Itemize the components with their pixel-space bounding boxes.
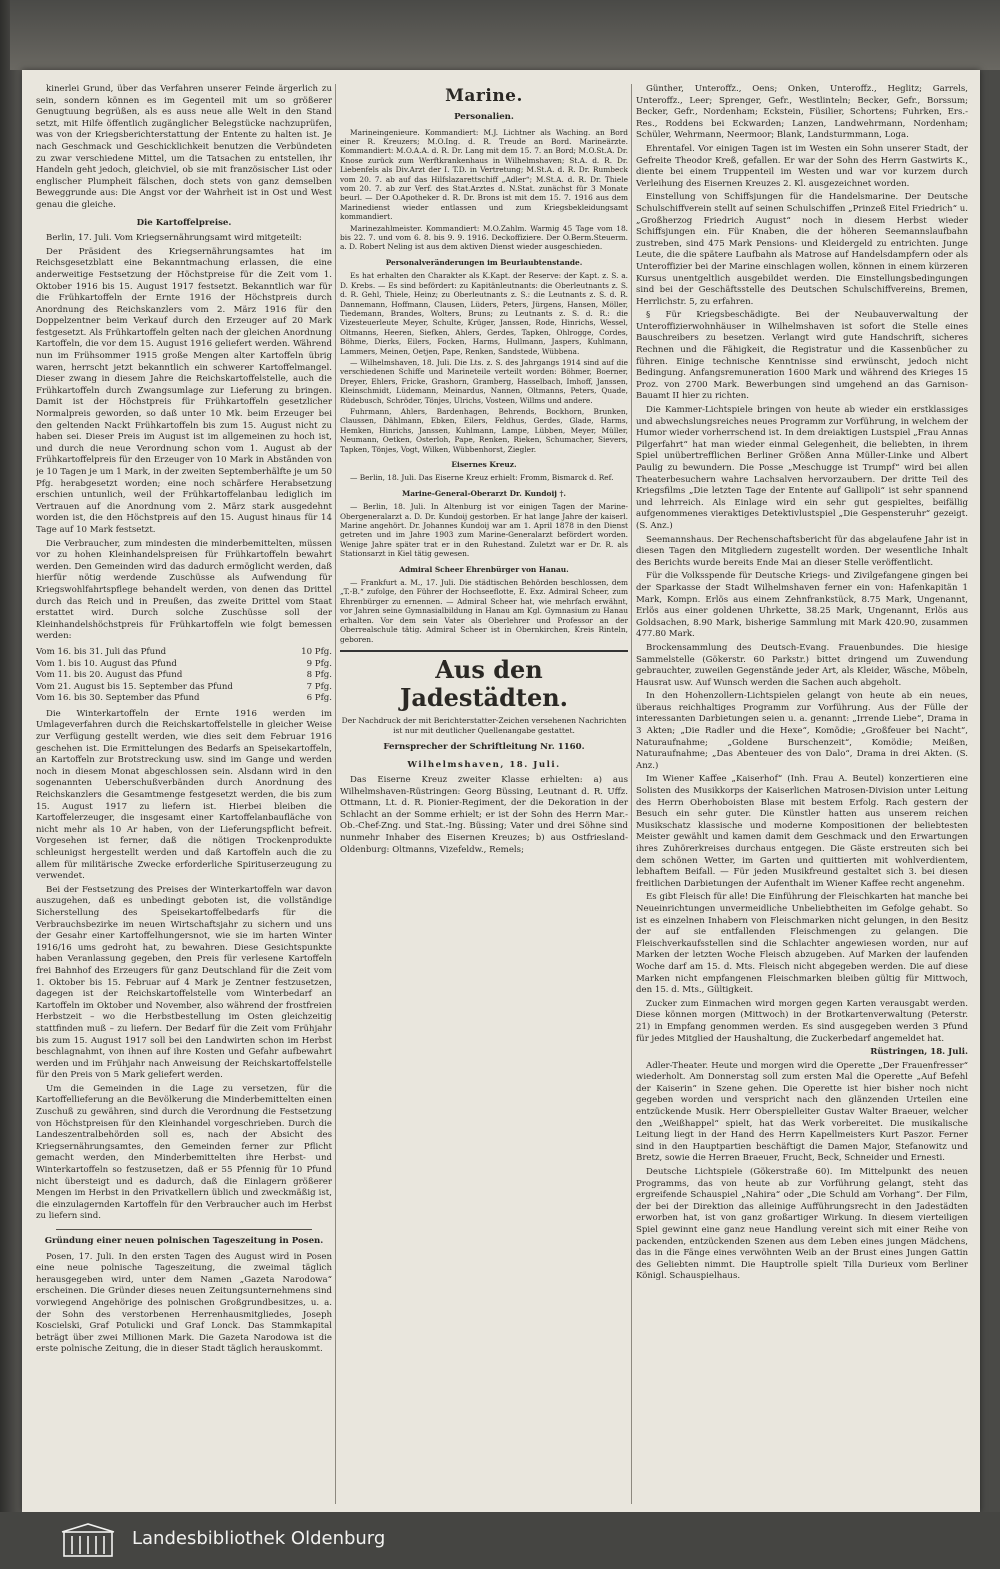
article-paragraph: Die Kammer-Lichtspiele bringen von heute ab wieder ein erstklassiges und abwechslungsreiches neues Programm zur Vorführung, in welchem der Humor wieder vorherrschend ist. In dem dreiaktigen Lustspiel „Frau Annas Pilgerfahrt“ hat man wieder einmal Gelegenheit, die beliebten, in ihrem Spiel unübertrefflichen Berliner Größen Anna Müller-Linke und Albert Paulig zu bewundern. Die Posse „Meschugge ist Trumpf“ wird bei allen Theaterbesuchern wahre Lachsalven hervorzaubern. Der dritte Teil des Kriegsfilms „Die letzten Tage der Entente auf Gallipoli“ ist sehr spannend und lehrreich. Als Einlage wird ein sehr gut gespieltes, beifällig aufgenommenes vieraktiges Detektivlustspiel „Die Gespensteruhr“ gezeigt. (S. Anz.) (636, 405, 968, 531)
article-paragraph: Für die Volksspende für Deutsche Kriegs- und Zivilgefangene gingen bei der Sparkasse der Stadt Wilhelmshaven ferner ein von: Hafenkapitän 1 Mark, Kompn. Erlös aus einem Zehnfrankstück, 8.75 Mark, Ungenannt, Erlös aus einer goldenen Uhrkette, 38.25 Mark, Ungenannt, Erlös aus Goldsachen, 8.90 Mark, bisherige Sammlung mit Mark 420.90, zusammen 477.80 Mark. (636, 571, 968, 640)
column-right (636, 84, 968, 1504)
price-row (36, 659, 332, 671)
price-row (36, 670, 332, 682)
article-paragraph: Posen, 17. Juli. In den ersten Tagen des August wird in Posen eine neue polnische Tageszeitung, die zweimal täglich herausgegeben wird, unter dem Namen „Gazeta Narodowa“ erscheinen. Die Gründer dieses neuen Zeitungsunternehmens sind vorwiegend Angehörige des polnischen Großgrundbesitzes, u. a. der Sohn des verstorbenen Herrenhausmitgliedes, Joseph Koscielski, Graf Potulicki und Graf Lonck. Das Stammkapital beträgt über zwei Millionen Mark. Die Gazeta Narodowa ist die erste polnische Zeitung, die in dieser Stadt täglich herauskommt. (36, 1251, 332, 1355)
article-paragraph: Marinezahlmeister. Kommandiert: M.O.Zahlm. Warmig 45 Tage vom 18. bis 22. 7. und vom 6. 8. bis 9. 9. 1916. Deckoffiziere. Der O.Berm.Steuerm. a. D. Robert Neling ist aus dem aktiven Dienst wieder ausgeschieden. (340, 223, 628, 252)
subheading-personalveraenderungen: Personalveränderungen im Beurlaubtenstande. (385, 257, 583, 267)
article-intro-paragraph: kinerlei Grund, über das Verfahren unserer Feinde ärgerlich zu sein, sondern können es im Gegenteil mit um so größerer Genugtuung begrüßen, als es auss neue alle Welt in den Stand setzt, mit Hilfe öffentlich zugänglicher Belegstücke nachzuprüfen, was von der Kriegsberichterstattung der Entente zu halten ist. Je nach Geschmack und Geschicklichkeit benutzen die Verbündeten zu zwar verschiedene Mittel, um die Tatsachen zu entstellen, ihr Handeln geht jedoch, gleichviel, ob sie mit französischer List oder englischer Plumpheit fälschen, doch stets von ganz demselben Beweggrunde aus: Die Angst vor der Wahrheit ist in Ost und West genau die gleiche. (36, 84, 332, 210)
price-value: 9 Pfg. (306, 658, 332, 669)
article-paragraph: In den Hohenzollern-Lichtspielen gelangt von heute ab ein neues, überaus reichhaltiges Programm zur Vorführung. Aus der Fülle der interessanten Darbietungen seien u. a. genannt: „Irrende Liebe“, Drama in 3 Akten; „Die Radler und die Hexe“, Komödie; „Großfeuer bei Nacht“, Naturaufnahme; „Goldene Burschenzeit“, Komödie; Meißen, Naturaufnahme; „Das Abenteuer des von Dalo“, Drama in drei Akten. (S. Anz.) (636, 691, 968, 771)
article-paragraph: Einstellung von Schiffsjungen für die Handelsmarine. Der Deutsche Schulschiffverein stellt auf seinen Schulschiffen „Prinzeß Eitel Friedrich“ u. „Großherzog Friedrich August“ noch in diesem Herbst wieder Schiffsjungen ein. Für Knaben, die der höheren Seemannslaufbahn zustreben, sind 475 Mark Pensions- und Kleidergeld zu entrichten. Junge Leute, die die spätere Laufbahn als Matrose auf Handelsdampfern oder als Unteroffizier bei der Marine einschlagen wollen, können in einem kürzeren Kursus unentgeltlich ausgebildet werden. Die Einstellungsbedingungen sind bei der Geschäftsstelle des Deutschen Schulschiffvereins, Bremen, Herrlichstr. 5, zu erfahren. (636, 192, 968, 307)
newspaper-page (22, 70, 980, 1512)
article-paragraph: Die Verbraucher, zum mindesten die minderbemittelten, müssen vor zu hohen Kleinhandelspreisen für Frühkartoffeln bewahrt werden. Den Gemeinden wird das dadurch ermöglicht werden, daß hierfür nötig werdende Zuschüsse als Aufwendung für Kriegswohlfahrtspflege behandelt werden, von denen das Drittel durch das Reich und in Preußen, das zweite Drittel vom Staat erstattet wird. Durch solche Zuschüsse soll der Kleinhandelshöchstpreis für Frühkartoffeln wie folgt bemessen werden: (36, 538, 332, 642)
subheading-personalien: Personalien. (454, 112, 514, 122)
price-value: 8 Pfg. (306, 670, 332, 681)
price-period: Vom 16. bis 30. September das Pfund (36, 693, 200, 704)
subheading-admiral-scheer: Admiral Scheer Ehrenbürger von Hanau. (399, 564, 569, 574)
article-paragraph: Ehrentafel. Vor einigen Tagen ist im Westen ein Sohn unserer Stadt, der Gefreite Theodor Kreß, gefallen. Er war der Sohn des Herrn Gastwirts K., diente bei einem Truppenteil im Westen und war vor kurzem durch Verleihung des Eisernen Kreuzes 2. Kl. ausgezeichnet worden. (636, 143, 968, 189)
column-divider (631, 84, 632, 1504)
article-paragraph: — Frankfurt a. M., 17. Juli. Die städtischen Behörden beschlossen, dem „T.-B.“ zufolge, den Führer der Hochseeflotte, E. Exz. Admiral Scheer, zum Ehrenbürger zu ernennen. — Admiral Scheer hat, wie mehrfach erwähnt, vor Jahren seine Gymnasialbildung in Hanau am Kgl. Gymnasium zu Hanau erhalten. Vor dem sein Vater als Oberlehrer und Professor an der Oberrealschule tätig. Admiral Scheer ist in Obernkirchen, Kreis Rinteln, geboren. (340, 578, 628, 644)
article-paragraph: Es gibt Fleisch für alle! Die Einführung der Fleischkarten hat manche bei Neueinrichtungen unvermeidliche Unbeliebtheiten im Gefolge gehabt. So ist es einzelnen Inhabern von Fleischmarken nicht gelungen, in den Besitz der auf sie entfallenden Fleischmengen zu gelangen. Die Fleischverkaufsstellen sind die Schlachter angewiesen worden, nur auf Marken der letzten Woche Fleisch abzugeben. Auf Marken der laufenden Woche darf am 15. d. Mts. Fleisch nicht abgegeben werden. Die auf diese Marken nicht empfangenen Fleischmarken bleiben gültig für Mittwoch, den 15. d. Mts., Gültigkeit. (636, 892, 968, 996)
article-paragraph: Die Winterkartoffeln der Ernte 1916 werden im Umlageverfahren durch die Reichskartoffelstelle in gleicher Weise zur Verfügung gestellt werden, wie dies seit dem Februar 1916 geschehen ist. Die Ermittelungen des Bedarfs an Speisekartoffeln, an Kartoffeln zur Brotstreckung usw. sind im Gange und werden noch in diesem Monat abgeschlossen sein. Alsdann wird in den sogenannten Ueberschußverbänden durch Anordnung des Reichskanzlers die Gesamtmenge festgesetzt werden, die bis zum 15. August 1917 zu liefern ist. Hierbei bleiben die Kartoffelerzeuger, die insgesamt einer Kartoffelanbaufläche von nicht mehr als 10 Ar haben, von der Lieferungspflicht befreit. Vorgesehen ist ferner, daß die nötigen Trockenprodukte schleunigst hergestellt werden und daß Kartoffeln auch die zu allem für militärische Zwecke erforderliche Spirituserzeugung zu verwendet. (36, 708, 332, 882)
dateline-ruestringen: Rüstringen, 18. Juli. (870, 1047, 968, 1058)
article-paragraph: Adler-Theater. Heute und morgen wird die Operette „Der Frauenfresser“ wiederholt. Am Donnerstag soll zum ersten Mal die Operette „Auf Befehl der Kaiserin“ in Szene gehen. Die Operette ist hier bisher noch nicht gegeben worden und verspricht nach den glänzenden Urteilen eine entzückende Musik. Herr Oberspielleiter Gustav Walter Braeuer, welcher den „Weißhappel“ spielt, hat das Werk vorbereitet. Die musikalische Leitung liegt in der Hand des Herrn Kapellmeisters Kurt Paszor. Ferner sind in den Hauptpartien beschäftigt die Damen Major, Stefanowitz und Bretz, sowie die Herren Braeuer, Frucht, Beck, Schneider und Ernesti. (636, 1060, 968, 1164)
article-paragraph: — Berlin, 18. Juli. Das Eiserne Kreuz erhielt: Fromm, Bismarck d. Ref. (350, 473, 614, 483)
column-left (36, 84, 332, 1504)
article-paragraph: Günther, Unteroffz., Oens; Onken, Unteroffz., Heglitz; Garrels, Unteroffz., Leer; Sprenger, Gefr., Westlinteln; Becker, Gefr., Borssum; Becker, Gefr., Nordenham; Eckstein, Füsilier, Schortens; Fuhrken, Ers.-Res., Roddens bei Eckwarden; Lanzen, Landwehrmann, Nordenham; Schüler, Wehrmann, Neermoor; Blank, Landsturmmann, Loga. (636, 84, 968, 141)
article-paragraph: — Berlin, 18. Juli. In Altenburg ist vor einigen Tagen der Marine-Obergeneralarzt a. D. Dr. Kundoij gestorben. Er hat lange Jahre der kaiserl. Marine angehört. Dr. Johannes Kundoij war am 1. April 1878 in den Dienst getreten und im Jahre 1903 zum Marine-Generalarzt befördert worden. Wenige Jahre später trat er in den Ruhestand. Zuletzt war er Dr. R. als Stationsarzt in Kiel tätig gewesen. (340, 502, 628, 559)
dateline: Wilhelmshaven, 18. Juli. (407, 759, 561, 770)
price-value: 6 Pfg. (306, 693, 332, 704)
price-row (36, 682, 332, 694)
page-top-edge (10, 0, 1000, 70)
heading-marine: Marine. (445, 86, 523, 106)
price-period: Vom 16. bis 31. Juli das Pfund (36, 646, 167, 657)
column-middle (340, 84, 628, 1504)
binding-edge (0, 0, 22, 1569)
article-paragraph: Fuhrmann, Ahlers, Bardenhagen, Behrends, Bockhorn, Brunken, Claussen, Dählmann, Ebken, Eilers, Feldhus, Gerdes, Glade, Harms, Hemken, Hinrichs, Janssen, Kuhlmann, Lampe, Lübben, Meyer, Müller, Neumann, Oetken, Osterloh, Pape, Renken, Rieken, Schumacher, Sievers, Tapken, Tönjes, Vogt, Wilken, Wübbenhorst, Ziegler. (340, 406, 628, 454)
phone-line: Fernsprecher der Schriftleitung Nr. 1160. (383, 741, 585, 752)
footer-bar (0, 1512, 1000, 1569)
price-value: 10 Pfg. (301, 646, 332, 657)
library-building-icon (60, 1522, 116, 1558)
article-paragraph: Das Eiserne Kreuz zweiter Klasse erhielten: a) aus Wilhelmshaven-Rüstringen: Georg Büssing, Leutnant d. R. Uffz. Ottmann, Lt. d. R. Pionier-Regiment, der die Dekoration in der Schlacht an der Somme erhielt; er ist der Sohn des Herrn Mar.-Ob.-Chef-Zng. und Stat.-Ing. Büssing; Vater und drei Söhne sind nunmehr Inhaber des Eisernen Kreuzes; b) aus Ostfriesland-Oldenburg: Oltmanns, Vizefeldw., Remels; (340, 775, 628, 855)
article-paragraph: Brockensammlung des Deutsch-Evang. Frauenbundes. Die hiesige Sammelstelle (Gökerstr. 60 Parkstr.) bittet dringend um Zuwendung gebrauchter, zuweilen Gegenstände jeder Art, als Kleider, Wäsche, Möbeln, Hausrat usw. Auf Wunsch werden die Sachen auch abgeholt. (636, 642, 968, 688)
heading-jadestaedten: Aus den Jadestädten. (340, 650, 628, 712)
section-rule (56, 1229, 312, 1230)
price-period: Vom 1. bis 10. August das Pfund (36, 658, 177, 669)
article-paragraph: Berlin, 17. Juli. Vom Kriegsernährungsamt wird mitgeteilt: (46, 233, 302, 244)
article-paragraph: Deutsche Lichtspiele (Gökerstraße 60). Im Mittelpunkt des neuen Programms, das von heute ab zur Vorführung gelangt, steht das ergreifende Schauspiel „Nahira“ oder „Die Schuld am Vorhang“. Der Film, der bei der Direktion das alleinige Aufführungsrecht in den Jadestädten erworben hat, ist von ganz großartiger Wirkung. In diesem vierteiligen Spiel gewinnt eine ganz neue Handlung vereint sich mit einer Reihe von packenden, entzückenden Szenen aus dem Leben eines jungen Mädchens, das in die Fänge eines verwöhnten Weib an der Brust eines Jungen Gattin des Geliebten nimmt. Die Hauptrolle spielt Tilla Durieux vom Berliner Königl. Schauspielhaus. (636, 1167, 968, 1282)
article-paragraph: Zucker zum Einmachen wird morgen gegen Karten verausgabt werden. Diese können morgen (Mittwoch) in der Brotkartenverwaltung (Peterstr. 21) in Empfang genommen werden. Es sind ausgegeben werden 3 Pfund für jedes Mitglied der Haushaltung, die Zuckerbedarf angemeldet hat. (636, 998, 968, 1044)
library-name: Landesbibliothek Oldenburg (132, 1528, 386, 1549)
subheading-marine-general: Marine-General-Oberarzt Dr. Kundoij †. (402, 488, 566, 498)
price-value: 7 Pfg. (306, 681, 332, 692)
column-divider (335, 84, 336, 1504)
article-paragraph: Im Wiener Kaffee „Kaiserhof“ (Inh. Frau A. Beutel) konzertieren eine Solisten des Musikkorps der Kaiserlichen Matrosen-Division unter Leitung des Herrn Oberhoboisten Blase mit bestem Erfolg. Rach gestern der Besuch ein sehr guter. Die Künstler hatten aus unserem reichen Musikschatz klassische und moderne Kompositionen der beliebtesten Meister gewählt und kamen damit dem Geschmack und den Erwartungen ihres Zuhörerkreises durchaus entgegen. Die Gäste erstreuten sich bei dem schönen Wetter, im Garten und quittierten mit wohlverdientem, lebhaftem Beifall. — Für jeden Musikfreund gestaltet sich 3. bei diesen freitlichen Darbietungen der Aufenthalt im Wiener Kaffee recht angenehm. (636, 774, 968, 889)
price-period: Vom 11. bis 20. August das Pfund (36, 670, 183, 681)
article-paragraph: Um die Gemeinden in die Lage zu versetzen, für die Kartoffellieferung an die Bevölkerung die Minderbemittelten einen Zuschuß zu gewähren, sind durch die Verordnung die Festsetzung von Höchstpreisen für den Kleinhandel vorgeschrieben. Durch die Landeszentralbehörden soll es, nach der Absicht des Kriegsernährungsamtes, den Gemeinden ferner zur Pflicht gemacht werden, den Minderbemittelten ihre Herbst- und Winterkartoffeln so festzusetzen, daß er 55 Pfennig für 10 Pfund nicht übersteigt und es dadurch, daß die Einlagern größerer Mengen im Herbst in den Privatkellern üblich und zweckmäßig ist, die einzulagernden Kartoffeln für den Verbraucher auch im Herbst zu liefern sind. (36, 1083, 332, 1222)
article-paragraph: Der Präsident des Kriegsernährungsamtes hat im Reichsgesetzblatt eine Bekanntmachung erlassen, die eine anderweitige Festsetzung der Höchstpreise für die Zeit vom 1. Oktober 1916 bis 15. August 1917 festsetzt. Bekanntlich war für die Frühkartoffeln der Ernte 1916 der Höchstpreis durch Anordnung des Reichskanzlers vom 2. März 1916 für den Doppelzentner beim Verkauf durch den Erzeuger auf 20 Mark festgesetzt. Als Frühkartoffeln gelten nach der gleichen Anordnung Kartoffeln, die vor dem 15. August 1916 geliefert werden. Während nun im Frühsommer 1915 große Mengen alter Kartoffeln übrig waren, herrscht jetzt bekanntlich ein schwerer Kartoffelmangel. Dieser zwang in diesem Jahre die Reichskartoffelstelle, auch die Frühkartoffeln durch Zwangsumlage zur Lieferung zu bringen. Damit ist der Höchstpreis für Frühkartoffeln gesetzlicher Normalpreis geworden, so daß unter 10 Mk. beim Erzeuger bei den geltenden Nackt Frühkartoffeln bis zum 15. August nicht zu haben sei. Dieser Preis im August ist im allgemeinen zu hoch ist, und durch die neue Verordnung schon vom 1. August ab der Frühkartoffelpreis für den Erzeuger von 10 Mark in Abständen von je 10 Tagen je um 1 Mark, in der zweiten Septemberhälfte je um 50 Pfg. herabgesetzt worden; eine noch schärfere Herabsetzung erschien untunlich, weil der Frühkartoffelanbau lediglich im Vertrauen auf die Anordnung vom 2. März stark ausgedehnt worden ist, die den Höchstpreis auf den 15. August hinaus für 14 Tage auf 10 Mark festsetzt. (36, 246, 332, 535)
heading-kartoffelpreise: Die Kartoffelpreise. (136, 217, 232, 228)
article-paragraph: § Für Kriegsbeschädigte. Bei der Neubauverwaltung der Unteroffizierwohnhäuser in Wilhelmshaven ist sofort die Stelle eines Bauschreibers zu besetzen. Verlangt wird gute Handschrift, sicheres Rechnen und die Fähigkeit, die Registratur und die Kassenbücher zu führen. Einige technische Kenntnisse sind erwünscht, jedoch nicht Bedingung. Anfangsremuneration 1600 Mark und während des Krieges 15 Proz. von 2700 Mark. Bewerbungen sind umgehend an das Garnison-Bauamt II hier zu richten. (636, 310, 968, 402)
heading-gruendung: Gründung einer neuen polnischen Tageszeitung in Posen. (44, 1236, 324, 1246)
article-paragraph: Marineingenieure. Kommandiert: M.J. Lichtner als Waching. an Bord einer R. Kreuzers; M.O.Ing. d. R. Treude an Bord. Marineärzte. Kommandiert: M.O.A.A. d. R. Dr. Lang mit dem 15. 7. an Bord; M.O.St.A. Dr. Knose zurück zum Werftkrankenhaus in Wilhelmshaven; St.A. d. R. Dr. Liebenfels als Div.Arzt der I. T.D. in Vertretung; M.St.A. d. R. Dr. Rumbeck vom 20. 7. ab auf das Hilfslazarettschiff „Adler“; M.St.A. d. R. Dr. Thiele vom 20. 7. ab zur Verf. des Stat.Arztes d. N.Stat. zunächst für 3 Monate beurl. — Der O.Apotheker d. R. Dr. Brons ist mit dem 15. 7. 1916 aus dem Marinedienst wieder entlassen und zum Kriegsbekleidungsamt kommandiert. (340, 127, 628, 222)
reprint-notice: Der Nachdruck der mit Berichterstatter-Zeichen versehenen Nachrichten ist nur mit deutlicher Quellenangabe gestattet. (341, 715, 627, 735)
subheading-eisernes-kreuz: Eisernes Kreuz. (451, 460, 517, 469)
article-paragraph: Seemannshaus. Der Rechenschaftsbericht für das abgelaufene Jahr ist in diesen Tagen den Mitgliedern zugestellt worden. Der wesentliche Inhalt des Berichts wurde bereits Ende Mai an dieser Stelle veröffentlicht. (636, 534, 968, 568)
price-row (36, 693, 332, 705)
article-paragraph: — Wilhelmshaven, 18. Juli. Die Lts. z. S. des Jahrgangs 1914 sind auf die verschiedenen Schiffe und Marineteile verteilt worden: Böhmer, Boerner, Dreyer, Ehlers, Fricke, Grashorn, Gramberg, Hasselbach, Imhoff, Janssen, Kleinschmidt, Lüdemann, Meinardus, Nannen, Oltmanns, Peters, Quade, Rüdebusch, Schröder, Tönjes, Ulrichs, Vosteen, Willms und andere. (340, 357, 628, 405)
price-row (36, 647, 332, 659)
price-table (36, 647, 332, 705)
price-period: Vom 21. August bis 15. September das Pfund (36, 681, 233, 692)
article-paragraph: Es hat erhalten den Charakter als K.Kapt. der Reserve: der Kapt. z. S. a. D. Krebs. — Es sind befördert: zu Kapitänleutnants: die Oberleutnants z. S. d. R. Gehl, Thiele, Heinz; zu Oberleutnants z. S.: die Leutnants z. S. d. R. Dannemann, Hoffmann, Clausen, Lüders, Peters, Jürgens, Hansen, Möller, Tiedemann, Brandes, Wolters, Bruns; zu Leutnants z. S. d. R.: die Vizesteuerleute Meyer, Schulte, Krüger, Janssen, Rode, Hinrichs, Wessel, Oltmanns, Heeren, Siefken, Ahlers, Gerdes, Tapken, Ohlrogge, Cordes, Böhme, Dierks, Eilers, Focken, Harms, Hullmann, Jaspers, Kuhlmann, Lammers, Meinen, Oetjen, Pape, Renken, Sandstede, Wübbena. (340, 271, 628, 356)
article-paragraph: Bei der Festsetzung des Preises der Winterkartoffeln war davon auszugehen, daß es unbedingt geboten ist, die vollständige Sicherstellung des Speisekartoffelbedarfs für die Verbrauchsbezirke im neuen Wirtschaftsjahr zu sichern und uns der Gesahr einer Kartoffelhungersnot, wie sie im harten Winter 1916/16 ums gedroht hat, zu bewahren. Diese Gesichtspunkte haben Veranlassung gegeben, den Preis für verlesene Kartoffeln frei Bahnhof des Erzeugers für ganz Deutschland für die Zeit vom 1. Oktober bis 15. Februar auf 4 Mark je Zentner festzusetzen, dagegen ist der Reichskartoffelstelle vom Winterbedarf an Kartoffeln im Oktober und November, also während der frostfreien Herbstzeit – wo die Herbstbestellung im Osten gleichzeitig stattfinden muß – zu liefern. Der Bedarf für die Zeit vom Frühjahr bis zum 15. August 1917 soll bei den Landwirten schon im Herbst beschlagnahmt, von ihnen auf ihre Kosten und Gefahr aufbewahrt werden und im Frühjahr nach Anweisung der Reichskartoffelstelle für den Preis von 5 Mark geliefert werden. (36, 884, 332, 1081)
